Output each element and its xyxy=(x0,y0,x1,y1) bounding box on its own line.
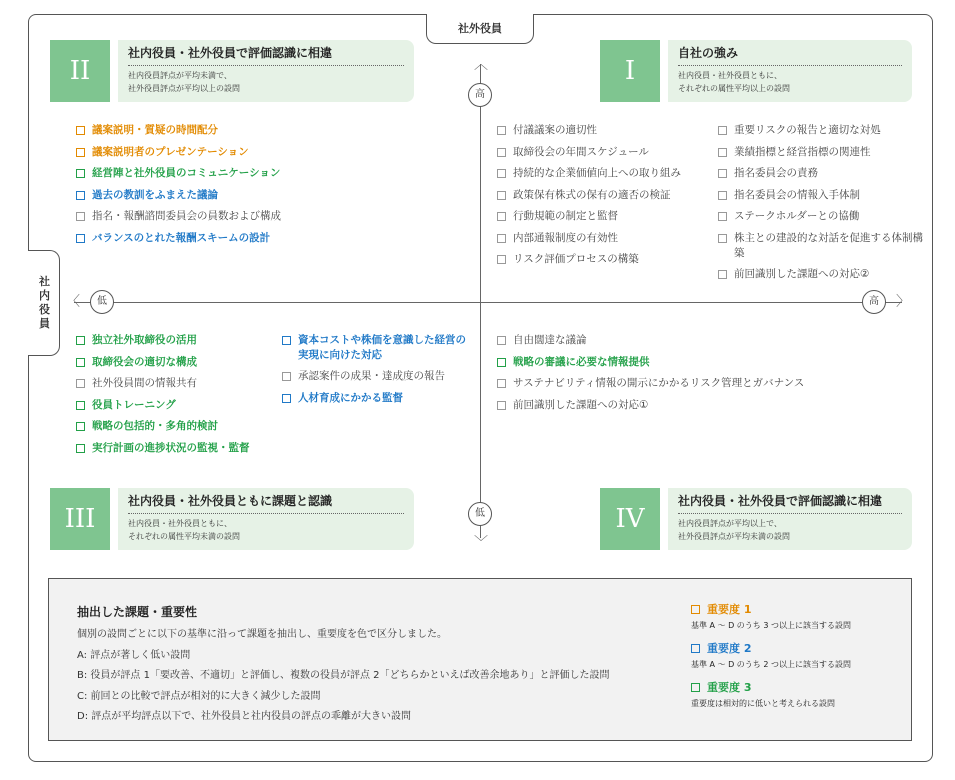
list-item xyxy=(282,366,472,388)
list-item-text: 指名・報酬諮問委員会の員数および構成 xyxy=(92,210,281,222)
quadrant-1-number: I xyxy=(600,40,660,102)
checkbox-icon xyxy=(497,191,506,200)
list-item xyxy=(718,142,923,164)
checkbox-icon xyxy=(718,191,727,200)
list-item xyxy=(497,142,681,164)
legend-criterion-b: B: 役員が評点 1「要改善、不適切」と評価し、複数の役員が評点 2「どちらかといえば改善余地あり」と評価した設問 xyxy=(77,670,610,681)
legend-panel xyxy=(48,578,912,741)
list-item xyxy=(497,163,681,185)
list-item xyxy=(718,163,923,185)
checkbox-icon xyxy=(691,683,700,692)
horizontal-high-marker: 高 xyxy=(862,290,886,314)
quadrant-3-header xyxy=(50,488,414,550)
quadrant-3-desc-line1: 社内役員・社外役員ともに、 xyxy=(128,519,232,528)
quadrant-2-number: II xyxy=(50,40,110,102)
importance-level-3: 重要度 3 重要度は相対的に低いと考えられる設問 xyxy=(691,681,835,708)
list-item-text: 株主との建設的な対話を促進する体制構築 xyxy=(734,231,923,259)
checkbox-icon xyxy=(76,126,85,135)
list-item xyxy=(76,228,281,250)
checkbox-icon xyxy=(76,422,85,431)
checkbox-icon xyxy=(718,126,727,135)
checkbox-icon xyxy=(691,605,700,614)
checkbox-icon xyxy=(76,379,85,388)
list-item xyxy=(76,142,281,164)
quadrant-3-number: III xyxy=(50,488,110,550)
list-item-text: 過去の教訓をふまえた議論 xyxy=(92,188,218,201)
quadrant-2-list xyxy=(76,120,281,249)
list-item-text: 承認案件の成果・達成度の報告 xyxy=(298,370,445,382)
list-item xyxy=(76,416,250,438)
checkbox-icon xyxy=(76,191,85,200)
list-item xyxy=(76,373,250,395)
list-item xyxy=(76,185,281,207)
checkbox-icon xyxy=(76,401,85,410)
legend-criterion-d: D: 評点が平均評点以下で、社外役員と社内役員の評点の乖離が大きい設問 xyxy=(77,711,412,722)
axis-label-inside-officers: 社内役員 xyxy=(28,250,60,356)
list-item xyxy=(718,228,923,264)
list-item xyxy=(497,330,804,352)
checkbox-icon xyxy=(282,394,291,403)
quadrant-3-list-left xyxy=(76,330,250,459)
list-item xyxy=(76,330,250,352)
importance-level-1: 重要度 1 基準 A ～ D のうち 3 つ以上に該当する設問 xyxy=(691,603,851,630)
checkbox-icon xyxy=(76,169,85,178)
list-item-text: 付議議案の適切性 xyxy=(513,124,597,136)
checkbox-icon xyxy=(497,358,506,367)
list-item xyxy=(497,185,681,207)
legend-criterion-a: A: 評点が著しく低い設問 xyxy=(77,649,191,661)
checkbox-icon xyxy=(718,270,727,279)
checkbox-icon xyxy=(497,401,506,410)
list-item-text: 自由闊達な議論 xyxy=(513,334,587,346)
checkbox-icon xyxy=(76,212,85,221)
list-item xyxy=(76,395,250,417)
list-item-text: 行動規範の制定と監督 xyxy=(513,210,618,222)
list-item xyxy=(497,395,804,417)
legend-title: 抽出した課題・重要性 xyxy=(77,605,198,619)
checkbox-icon xyxy=(497,379,506,388)
list-item xyxy=(497,206,681,228)
importance-level-2: 重要度 2 基準 A ～ D のうち 2 つ以上に該当する設問 xyxy=(691,642,851,669)
list-item-text: 人材育成にかかる監督 xyxy=(298,391,403,404)
list-item-text: 重要リスクの報告と適切な対処 xyxy=(734,124,881,136)
quadrant-4-number: IV xyxy=(600,488,660,550)
quadrant-4-header xyxy=(600,488,912,550)
quadrant-4-title: 社内役員・社外役員で評価認識に相違 xyxy=(678,492,902,514)
list-item-text: バランスのとれた報酬スキームの設計 xyxy=(92,231,271,244)
list-item-text: 戦略の審議に必要な情報提供 xyxy=(513,355,650,368)
list-item-text: 資本コストや株価を意識した経営の実現に向けた対応 xyxy=(298,334,466,361)
checkbox-icon xyxy=(76,234,85,243)
list-item-text: 議案説明・質疑の時間配分 xyxy=(92,124,218,136)
quadrant-2-desc-line2: 社外役員評点が平均以上の設問 xyxy=(128,84,240,93)
list-item xyxy=(76,438,250,460)
list-item-text: リスク評価プロセスの構築 xyxy=(513,253,639,265)
quadrant-1-list-right xyxy=(718,120,923,285)
checkbox-icon xyxy=(497,126,506,135)
checkbox-icon xyxy=(497,169,506,178)
importance-legend xyxy=(691,601,851,718)
quadrant-1-header xyxy=(600,40,912,102)
quadrant-3-title: 社内役員・社外役員ともに課題と認識 xyxy=(128,492,404,514)
list-item xyxy=(718,206,923,228)
list-item-text: 取締役会の年間スケジュール xyxy=(513,145,649,158)
list-item-text: 業績指標と経営指標の関連性 xyxy=(734,145,871,158)
checkbox-icon xyxy=(718,169,727,178)
list-item-text: 取締役会の適切な構成 xyxy=(92,355,197,368)
list-item-text: サステナビリティ情報の開示にかかるリスク管理とガバナンス xyxy=(513,377,805,389)
list-item xyxy=(282,330,472,366)
axis-label-outside-officers: 社外役員 xyxy=(426,14,534,44)
horizontal-axis xyxy=(74,302,902,303)
horizontal-low-marker: 低 xyxy=(90,290,114,314)
list-item-text: 役員トレーニング xyxy=(92,398,176,411)
quadrant-4-desc-line2: 社外役員評点が平均未満の設問 xyxy=(678,532,790,541)
list-item-text: 指名委員会の責務 xyxy=(734,167,818,179)
checkbox-icon xyxy=(76,148,85,157)
vertical-low-marker: 低 xyxy=(468,502,492,526)
checkbox-icon xyxy=(76,336,85,345)
quadrant-2-desc-line1: 社内役員評点が平均未満で、 xyxy=(128,71,232,80)
list-item xyxy=(497,373,804,395)
list-item-text: 戦略の包括的・多角的検討 xyxy=(92,420,218,432)
checkbox-icon xyxy=(718,212,727,221)
checkbox-icon xyxy=(497,336,506,345)
checkbox-icon xyxy=(282,336,291,345)
checkbox-icon xyxy=(497,234,506,243)
checkbox-icon xyxy=(76,444,85,453)
legend-criterion-c: C: 前回との比較で評点が相対的に大きく減少した設問 xyxy=(77,690,321,702)
list-item-text: 前回識別した課題への対応① xyxy=(513,398,649,411)
list-item xyxy=(282,388,472,410)
list-item xyxy=(497,249,681,271)
quadrant-1-desc-line1: 社内役員・社外役員ともに、 xyxy=(678,71,782,80)
list-item-text: 指名委員会の情報入手体制 xyxy=(734,188,860,201)
list-item-text: 政策保有株式の保有の適否の検証 xyxy=(513,188,671,201)
list-item-text: 議案説明者のプレゼンテーション xyxy=(92,145,249,158)
checkbox-icon xyxy=(718,148,727,157)
arrow-right-icon: 〉 xyxy=(896,294,910,310)
quadrant-4-desc-line1: 社内役員評点が平均以上で、 xyxy=(678,519,782,528)
list-item xyxy=(718,185,923,207)
quadrant-4-list xyxy=(497,330,804,416)
quadrant-3-desc-line2: それぞれの属性平均未満の設問 xyxy=(128,532,240,541)
checkbox-icon xyxy=(282,372,291,381)
checkbox-icon xyxy=(497,255,506,264)
list-item-text: 社外役員間の情報共有 xyxy=(92,377,197,389)
checkbox-icon xyxy=(718,234,727,243)
list-item xyxy=(76,352,250,374)
list-item-text: 前回識別した課題への対応② xyxy=(734,267,870,280)
quadrant-1-title: 自社の強み xyxy=(678,44,902,66)
list-item xyxy=(718,264,923,286)
checkbox-icon xyxy=(76,358,85,367)
list-item xyxy=(497,120,681,142)
checkbox-icon xyxy=(497,212,506,221)
list-item xyxy=(718,120,923,142)
list-item-text: 持続的な企業価値向上への取り組み xyxy=(513,167,681,179)
list-item-text: 経営陣と社外役員のコミュニケーション xyxy=(92,167,281,179)
arrow-down-icon: ﹀ xyxy=(474,535,488,551)
vertical-high-marker: 高 xyxy=(468,83,492,107)
list-item xyxy=(497,352,804,374)
list-item-text: ステークホルダーとの協働 xyxy=(734,210,860,222)
arrow-left-icon: 〈 xyxy=(66,294,80,310)
list-item xyxy=(76,163,281,185)
quadrant-1-desc-line2: それぞれの属性平均以上の設問 xyxy=(678,84,790,93)
quadrant-3-list-right xyxy=(282,330,472,409)
quadrant-1-list-left xyxy=(497,120,681,271)
arrow-up-icon: ︿ xyxy=(474,57,488,73)
list-item-text: 実行計画の進捗状況の監視・監督 xyxy=(92,441,250,454)
quadrant-2-header xyxy=(50,40,414,102)
quadrant-2-title: 社内役員・社外役員で評価認識に相違 xyxy=(128,44,404,66)
list-item-text: 独立社外取締役の活用 xyxy=(92,334,197,346)
list-item xyxy=(76,206,281,228)
vertical-axis xyxy=(480,64,481,538)
list-item-text: 内部通報制度の有効性 xyxy=(513,231,618,244)
legend-intro: 個別の設問ごとに以下の基準に沿って課題を抽出し、重要度を色で区分しました。 xyxy=(77,629,447,640)
list-item xyxy=(497,228,681,250)
checkbox-icon xyxy=(497,148,506,157)
checkbox-icon xyxy=(691,644,700,653)
list-item xyxy=(76,120,281,142)
